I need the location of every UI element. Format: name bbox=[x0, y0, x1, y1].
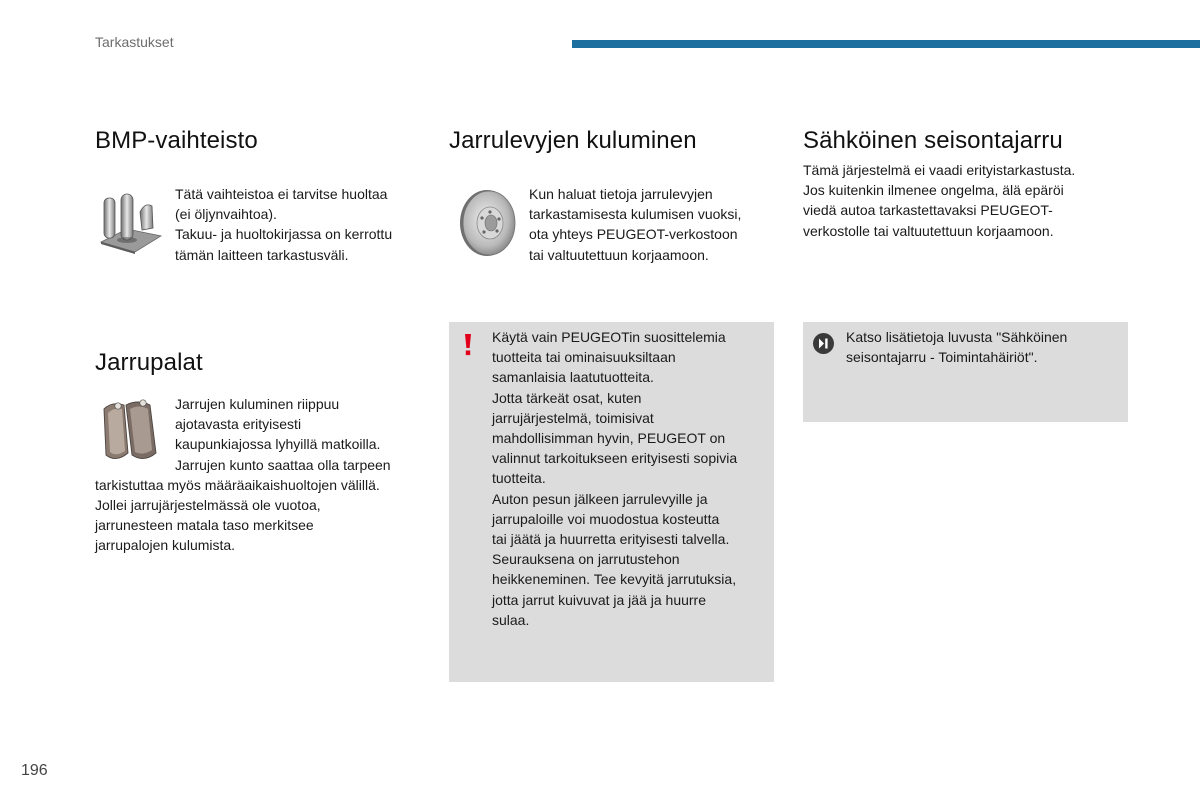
info-panel bbox=[803, 322, 1128, 422]
text-line: jarrupalojen kulumista. bbox=[95, 537, 236, 554]
text-line: Jarrujen kuluminen riippuu bbox=[175, 396, 340, 412]
text-line: tuotteita. bbox=[492, 470, 546, 487]
text-line: Katso lisätietoja luvusta "Sähköinen bbox=[846, 329, 1068, 345]
text-line: tai valtuutettuun korjaamoon. bbox=[529, 246, 709, 263]
text-line: tarkastamisesta kulumisen vuoksi, bbox=[529, 206, 742, 223]
text-line: Jos kuitenkin ilmenee ongelma, älä epäröi bbox=[803, 182, 1064, 199]
text-line: mahdollisimman hyvin, PEUGEOT on bbox=[492, 430, 726, 447]
text-line: jarrunesteen matala taso merkitsee bbox=[95, 517, 314, 534]
section-title-parking-brake: Sähköinen seisontajarru bbox=[803, 127, 1063, 154]
text-line: verkostolle tai valtuutettuun korjaamoon. bbox=[803, 222, 1054, 239]
text-line: samanlaisia laatutuotteita. bbox=[492, 369, 654, 386]
text-line: Seurauksena on jarrutustehon bbox=[492, 551, 680, 568]
section-title-pads: Jarrupalat bbox=[95, 349, 203, 376]
gear-lever-icon bbox=[97, 192, 163, 254]
text-line: tuotteita tai ominaisuuksiltaan bbox=[492, 349, 676, 366]
info-text bbox=[846, 327, 1067, 367]
text-line: jarrujärjestelmä, toimisivat bbox=[492, 409, 654, 426]
text-line: Jotta tärkeät osat, kuten bbox=[492, 389, 642, 406]
text-line: tai jäätä ja huurretta erityisesti talvella. bbox=[492, 531, 730, 548]
warning-text bbox=[492, 327, 737, 630]
text-line: (ei öljynvaihtoa). bbox=[175, 206, 277, 223]
next-arrow-icon bbox=[813, 333, 834, 354]
header-bar bbox=[572, 40, 1200, 48]
text-line: viedä autoa tarkastettavaksi PEUGEOT- bbox=[803, 202, 1053, 219]
text-line: Jollei jarrujärjestelmässä ole vuotoa, bbox=[95, 497, 321, 514]
text-line: seisontajarru - Toimintahäiriöt". bbox=[846, 349, 1038, 366]
text-line: ota yhteys PEUGEOT-verkostoon bbox=[529, 226, 738, 243]
warning-panel bbox=[449, 322, 774, 682]
text-line: Tätä vaihteistoa ei tarvitse huoltaa bbox=[175, 186, 388, 202]
text-line: kaupunkiajossa lyhyillä matkoilla. bbox=[175, 436, 381, 453]
pads-text bbox=[95, 394, 391, 556]
text-line: Kun haluat tietoja jarrulevyjen bbox=[529, 186, 713, 202]
bmp-text bbox=[175, 184, 392, 265]
text-line: sulaa. bbox=[492, 611, 530, 628]
section-title-bmp: BMP-vaihteisto bbox=[95, 127, 258, 154]
exclamation-icon bbox=[463, 334, 473, 356]
text-line: jotta jarrut kuivuvat ja jää ja huurre bbox=[492, 591, 706, 608]
text-line: Käytä vain PEUGEOTin suosittelemia bbox=[492, 329, 726, 345]
text-line: jarrupaloille voi muodostua kosteutta bbox=[492, 510, 720, 527]
brake-disc-icon bbox=[456, 188, 518, 258]
text-line: Auton pesun jälkeen jarrulevyille ja bbox=[492, 490, 708, 507]
page-number: 196 bbox=[21, 762, 48, 779]
section-title-discs: Jarrulevyjen kuluminen bbox=[449, 127, 697, 154]
text-line: valinnut tarkoitukseen erityisesti sopivia bbox=[492, 450, 738, 467]
text-line: Jarrujen kunto saattaa olla tarpeen bbox=[175, 456, 391, 473]
text-line: Tämä järjestelmä ei vaadi erityistarkastusta. bbox=[803, 162, 1076, 178]
text-line: heikkeneminen. Tee kevyitä jarrutuksia, bbox=[492, 571, 737, 588]
discs-text bbox=[529, 184, 741, 265]
text-line: tämän laitteen tarkastusväli. bbox=[175, 246, 349, 263]
text-line: tarkistuttaa myös määräaikaishuoltojen välillä. bbox=[95, 476, 380, 493]
text-line: ajotavasta erityisesti bbox=[175, 416, 302, 433]
text-line: Takuu- ja huoltokirjassa on kerrottu bbox=[175, 226, 393, 243]
running-head: Tarkastukset bbox=[95, 34, 174, 50]
parking-brake-text bbox=[803, 160, 1075, 241]
